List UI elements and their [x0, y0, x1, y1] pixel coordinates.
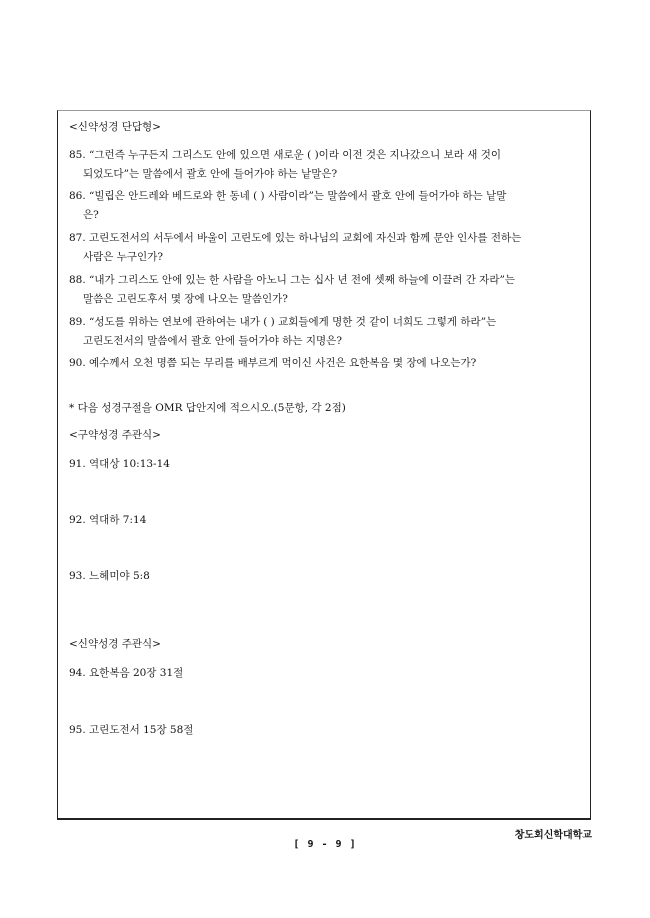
question-86-line-2: 은?: [83, 209, 99, 221]
question-86-line-1: 86. “빌립은 안드레와 베드로와 한 동네 ( ) 사람이라”는 말씀에서 괄호 안에 들어가야 하는 낱말: [69, 190, 507, 202]
essay-item-94: 94. 요한복음 20장 31절: [69, 667, 184, 679]
question-88-line-1: 88. “내가 그리스도 안에 있는 한 사람을 아노니 그는 십사 년 전에 셋째 하늘에 이끌려 간 자라”는: [69, 274, 515, 286]
section-header-ot-essay: <구약성경 주관식>: [69, 429, 161, 441]
essay-item-93: 93. 느헤미야 5:8: [69, 570, 150, 582]
question-86: [69, 187, 581, 225]
page-number: [ 9 - 9 ]: [293, 839, 357, 850]
question-85-line-2: 되었도다”는 말씀에서 괄호 안에 들어가야 하는 낱말은?: [83, 168, 338, 180]
question-90-line-1: 90. 예수께서 오천 명쯤 되는 무리를 배부르게 먹이신 사건은 요한복음 몇 장에 나오는가?: [69, 357, 477, 369]
question-90: [69, 354, 581, 373]
section-header-nt-short: <신약성경 단답형>: [69, 121, 161, 133]
question-87-line-2: 사람은 누구인가?: [83, 251, 163, 263]
question-87-line-1: 87. 고린도전서의 서두에서 바울이 고린도에 있는 하나님의 교회에 자신과 함께 문안 인사를 전하는: [69, 232, 522, 244]
essay-item-91: 91. 역대상 10:13-14: [69, 458, 170, 470]
question-89: [69, 313, 581, 351]
essay-item-92: 92. 역대하 7:14: [69, 514, 147, 526]
school-name: 창도회신학대학교: [514, 830, 592, 841]
section-header-nt-essay: <신약성경 주관식>: [69, 638, 161, 650]
question-85: [69, 146, 581, 184]
instruction-text: * 다음 성경구절을 OMR 답안지에 적으시오.(5문항, 각 2점): [69, 402, 346, 414]
question-87: [69, 229, 581, 267]
question-89-line-1: 89. “성도를 위하는 연보에 관하여는 내가 ( ) 교회들에게 명한 것 같이 너희도 그렇게 하라”는: [69, 316, 497, 328]
essay-item-95: 95. 고린도전서 15장 58절: [69, 724, 194, 736]
question-85-line-1: 85. “그런즉 누구든지 그리스도 안에 있으면 새로운 ( )이라 이전 것은 지나갔으니 보라 새 것이: [69, 149, 501, 161]
question-88-line-2: 말씀은 고린도후서 몇 장에 나오는 말씀인가?: [83, 293, 288, 305]
question-88: [69, 271, 581, 309]
question-89-line-2: 고린도전서의 말씀에서 괄호 안에 들어가야 하는 지명은?: [83, 335, 342, 347]
